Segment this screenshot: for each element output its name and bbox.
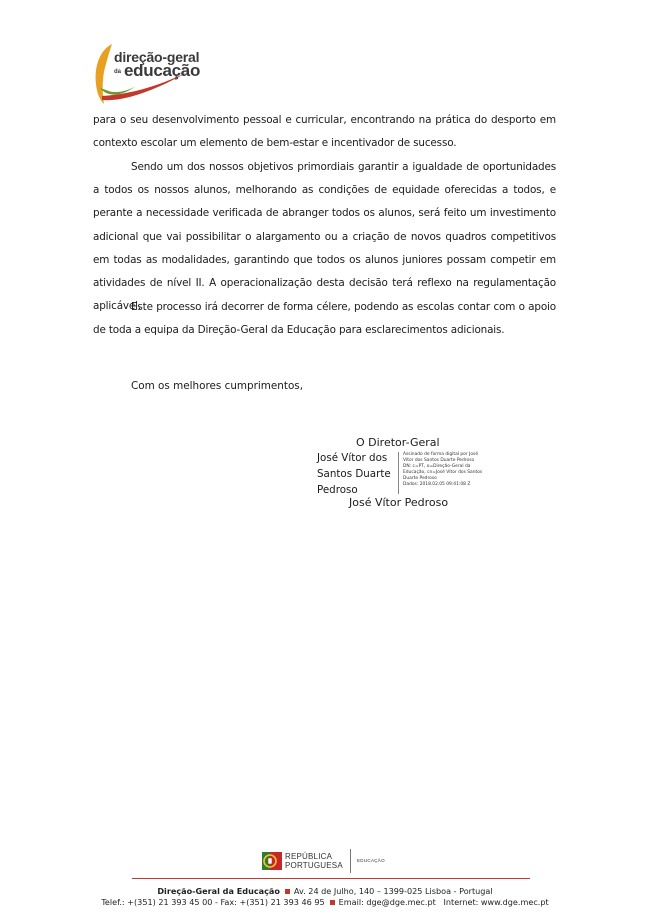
signature-name-line: José Vítor dos bbox=[317, 452, 388, 464]
footer-logo-divider bbox=[350, 849, 351, 873]
digital-signature-line: Duarte Pedroso bbox=[403, 476, 437, 481]
red-square-icon bbox=[285, 889, 290, 894]
portugal-emblem-icon bbox=[261, 848, 283, 872]
logo-text-line2: educação bbox=[124, 61, 201, 80]
paragraph-3: Este processo irá decorrer de forma célere, podendo as escolas contar com o apoio de toda a equipa da Direção-Geral da Educação para esclarecimentos adicionais. bbox=[93, 301, 556, 337]
digital-signature-line: Assinado de forma digital por José bbox=[403, 452, 479, 457]
footer-address: Av. 24 de Julho, 140 – 1399-025 Lisboa - Portugal bbox=[293, 886, 493, 896]
dge-logo bbox=[92, 40, 204, 108]
educacao-label: EDUCAÇÃO bbox=[357, 858, 385, 863]
footer-org: Direção-Geral da Educação bbox=[157, 886, 280, 896]
footer-email[interactable]: Email: dge@dge.mec.pt bbox=[338, 897, 436, 907]
closing-line: Com os melhores cumprimentos, bbox=[131, 380, 304, 392]
signature-title: O Diretor-Geral bbox=[356, 436, 440, 449]
footer-rule bbox=[132, 878, 530, 879]
red-square-icon bbox=[330, 900, 335, 905]
logo-text-line1: direção-geral bbox=[114, 49, 200, 65]
digital-signature-details bbox=[403, 452, 489, 488]
logo-text-da: da bbox=[114, 69, 122, 75]
republica-line2: PORTUGUESA bbox=[285, 861, 343, 870]
republica-portuguesa-logo bbox=[261, 848, 401, 874]
signature-name-line: Pedroso bbox=[317, 483, 358, 496]
signatory-name: José Vítor Pedroso bbox=[349, 496, 449, 509]
paragraph-1: para o seu desenvolvimento pessoal e curricular, encontrando na prática do desporto em contexto escolar um elemento de bem-estar e incentivador de sucesso. bbox=[93, 114, 556, 150]
digital-signature-line: Dados: 2018.02.05 09:41:08 Z bbox=[403, 482, 471, 487]
republica-line1: REPÚBLICA bbox=[285, 852, 333, 861]
paragraph-2: Sendo um dos nossos objetivos primordiais garantir a igualdade de oportunidades a todos os nossos alunos, melhorando as condições de equidade oferecidas a todos, e perante a necessidade verificada de abranger todos os alunos, será feito um investimento adicional que vai possibilitar o alargamento ou a criação de novos quadros competitivos em todas as modalidades, garantindo que todos os alunos juniores possam competir em atividades de nível II. A operacionalização desta decisão terá reflexo na regulamentação aplicável. bbox=[93, 161, 556, 313]
signature-block-name bbox=[317, 451, 405, 498]
digital-signature-line: DN: c=PT, o=Direção-Geral da bbox=[403, 464, 471, 469]
republica-text bbox=[285, 852, 343, 870]
footer-contact-line bbox=[0, 897, 650, 907]
footer-address-line bbox=[0, 886, 650, 896]
signature-divider bbox=[398, 452, 399, 494]
footer-web[interactable]: Internet: www.dge.mec.pt bbox=[443, 897, 549, 907]
signature-name-line: Santos Duarte bbox=[317, 467, 391, 480]
digital-signature-line: Educação, cn=José Vítor dos Santos bbox=[403, 470, 483, 475]
footer-phone: Telef.: +(351) 21 393 45 00 - Fax: +(351) 21 393 46 95 bbox=[101, 897, 325, 907]
digital-signature-line: Vítor dos Santos Duarte Pedroso bbox=[403, 458, 475, 463]
